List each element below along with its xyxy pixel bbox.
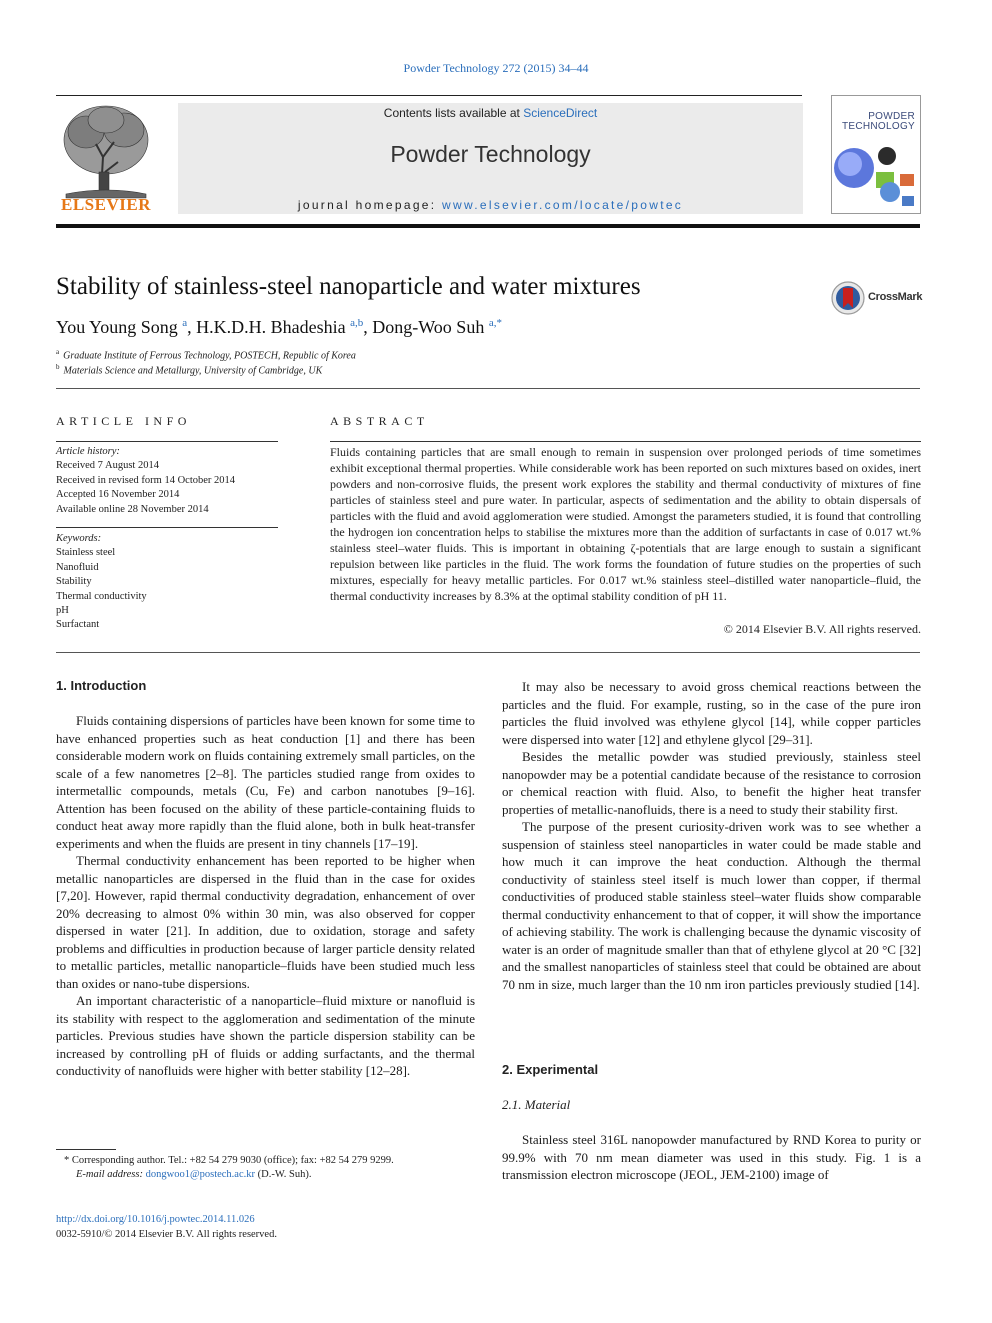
history-label: Article history: (56, 446, 120, 457)
footnote-rule (56, 1149, 116, 1150)
keywords-label: Keywords: (56, 533, 102, 544)
article-history (56, 445, 278, 517)
history-item: Accepted 16 November 2014 (56, 489, 180, 501)
keyword: Nanofluid (56, 561, 99, 573)
homepage-link[interactable]: www.elsevier.com/locate/powtec (442, 198, 684, 212)
abstract-heading: ABSTRACT (330, 414, 429, 428)
info-rule (56, 441, 278, 442)
top-rule (56, 95, 802, 96)
journal-cover-thumbnail[interactable] (831, 95, 921, 214)
body-paragraph: It may also be necessary to avoid gross chemical reactions between the particles and the fluid. For example, rusting, so in the case of the pure iron particles the fluid involved was ethylene glycol [14], while copper particles were dispersed into water [12] and ethylene glycol [29–31]. (502, 679, 921, 747)
cover-artwork (832, 134, 920, 213)
publisher-wordmark: ELSEVIER (61, 195, 151, 214)
author-name: H.K.D.H. Bhadeshia (196, 317, 346, 337)
keyword: Surfactant (56, 619, 100, 631)
crossmark-label[interactable]: CrossMark (868, 291, 923, 303)
journal-name: Powder Technology (390, 141, 591, 167)
section-heading-experimental: 2. Experimental (502, 1062, 599, 1077)
body-paragraph: Thermal conductivity enhancement has been reported to be higher when metallic nanoparticles are dispersed in the fluid than in the case for oxides [7,20]. However, rapid thermal conductivity degradation, enhancement of over 20% decreasing to almost 0% within 30 min, was also observed for copper dispersed in water [21]. In addition, due to oxidation, storage and safety problems and difficulties in production because of larger particle density related to metallic particles, metallic nanoparticle–fluids have been studied much less than oxides or nano-tube dispersions. (56, 853, 475, 991)
history-item: Available online 28 November 2014 (56, 503, 209, 515)
author-list: You Young Song $^a$, H.K.D.H. Bhadeshia $^{a,b}$, Dong-Woo Suh $^{a,*}$ (56, 317, 502, 337)
abstract-rule (330, 441, 921, 442)
doi-link[interactable]: http://dx.doi.org/10.1016/j.powtec.2014.11.026 (56, 1214, 255, 1225)
journal-homepage: journal homepage: www.elsevier.com/locate/powtec (297, 198, 684, 212)
email-link[interactable]: dongwoo1@postech.ac.kr (145, 1169, 256, 1180)
info-rule (56, 527, 278, 528)
keyword: Stability (56, 576, 92, 588)
affiliation: $^b$ Materials Science and Metallurgy, University of Cambridge, UK (56, 363, 323, 377)
keyword: Stainless steel (56, 547, 116, 559)
crossmark-icon[interactable] (831, 281, 865, 315)
material-paragraph-container (502, 1131, 921, 1184)
cover-title: POWDER TECHNOLOGY (841, 111, 915, 132)
author-name: You Young Song (56, 317, 178, 337)
sciencedirect-link[interactable]: ScienceDirect (523, 106, 598, 120)
author-affiliation-marker[interactable]: a,* (488, 317, 502, 329)
body-paragraph: Stainless steel 316L nanopowder manufactured by RND Korea to purity or 99.9% with 70 nm mean diameter was used in this study. Fig. 1 is a transmission electron microscope (JEOL, JEM-2100) image of (502, 1132, 921, 1182)
abstract-copyright: © 2014 Elsevier B.V. All rights reserved. (723, 622, 921, 636)
body-paragraph: Fluids containing dispersions of particles have been known for some time to have enhanced properties such as heat conduction [1] and there has been considerable modern work on fluids containing extremely small particles, on the scale of a few nanometres [2–8]. The particles studied range from oxides to intermetallic compounds, metals (Cu, Fe) and carbon nanotubes [9–16]. Attention has been focused on the ability of these particle-containing fluids to conduct heat away more rapidly than the fluid alone, both in bulk heat-transfer experiments and when the fluids are present in tiny channels [17–19]. (56, 713, 475, 851)
journal-reference[interactable]: Powder Technology 272 (2015) 34–44 (403, 61, 589, 75)
keyword: Thermal conductivity (56, 590, 147, 602)
left-column (56, 712, 475, 1080)
abstract-text: Fluids containing particles that are small enough to remain in suspension over prolonged periods of time sometimes exhibit exceptional thermal properties. While considerable work has been reported on such mixtures based on oxides, inert powders and non-corrosive fluids, the present work explores the stability and thermal conductivity of mixtures of fine particles of stainless steel and pure water. In particular, aspects of sedimentation and the ability to obtain dispersals of particles with the fluid and avoid agglomeration were studied. Amongst the parameters studied, it is found that controlling the hydrogen ion concentration helps to stabilise the mixtures more than the addition of surfactants in case of 0.017 wt.% stainless steel–water fluids. This is important in obtaining ζ-potentials that are large enough to sustain a significant repulsion between like particles in the fluid. The work forms the foundation of future studies on the properties of such mixtures, especially for heavy metallic particles. For 0.017 wt.% stainless steel–distilled water nanoparticle–fluid, the thermal conductivity increases by 8.3% at the optimal stability condition of pH 11. (330, 445, 921, 603)
history-item: Received in revised form 14 October 2014 (56, 474, 236, 486)
right-column (502, 678, 921, 993)
subsection-heading-material: 2.1. Material (502, 1097, 571, 1112)
article-title: Stability of stainless-steel nanoparticle and water mixtures (56, 273, 641, 300)
author-affiliation-marker[interactable]: a (182, 317, 188, 329)
header-thick-rule (56, 224, 920, 228)
abstract-separator (56, 652, 920, 653)
affiliation: $^a$ Graduate Institute of Ferrous Technology, POSTECH, Republic of Korea (56, 348, 356, 362)
email-note: E-mail address: dongwoo1@postech.ac.kr (D.-W. Suh). (76, 1169, 312, 1180)
issn-line: 0032-5910/© 2014 Elsevier B.V. All rights reserved. (56, 1229, 277, 1240)
author-name: Dong-Woo Suh (372, 317, 485, 337)
contents-line: Contents lists available at ScienceDirect (383, 106, 598, 120)
body-paragraph: Besides the metallic powder was studied previously, stainless steel nanopowder may be a potential candidate because of the resistance to corrosion or chemical reaction with fluid. Also, to benefit the higher heat transfer properties of metallic-nanofluids, there is a need to study their stability first. (502, 749, 921, 817)
section-heading-introduction: 1. Introduction (56, 678, 147, 693)
author-affiliation-marker[interactable]: a,b (350, 317, 364, 329)
article-info-heading: ARTICLE INFO (56, 414, 191, 428)
title-separator (56, 388, 920, 389)
body-paragraph: An important characteristic of a nanoparticle–fluid mixture or nanofluid is its stability with respect to the agglomeration and sedimentation of the minute particles. Previous studies have shown the particle dispersion stability can be increased by controlling pH of fluids or adding surfactants, and the thermal conductivity of nanofluids were higher with better stability [12–28]. (56, 993, 475, 1078)
body-paragraph: The purpose of the present curiosity-driven work was to see whether a suspension of stainless steel nanoparticles in water could be made stable and how much it can improve the heat conduction. Although the thermal conductivity of stainless steel itself is much lower than copper, if thermal conductivities of produced stable stainless steel–water fluids show comparable thermal conductivity enhancement to that of copper, it will show the importance of achieving stability. The work is challenging because the dynamic viscosity of water is an order of magnitude smaller than that of ethylene glycol at 20 °C [32] and the smallest nanoparticles of stainless steel that could be obtained are about 70 nm in size, much larger than the 10 nm iron particles previously studied [14]. (502, 819, 921, 992)
keyword: pH (56, 605, 69, 617)
keywords (56, 532, 278, 633)
history-item: Received 7 August 2014 (56, 460, 159, 472)
corresponding-author-note: * Corresponding author. Tel.: +82 54 279 9030 (office); fax: +82 54 279 9299. (64, 1155, 394, 1166)
